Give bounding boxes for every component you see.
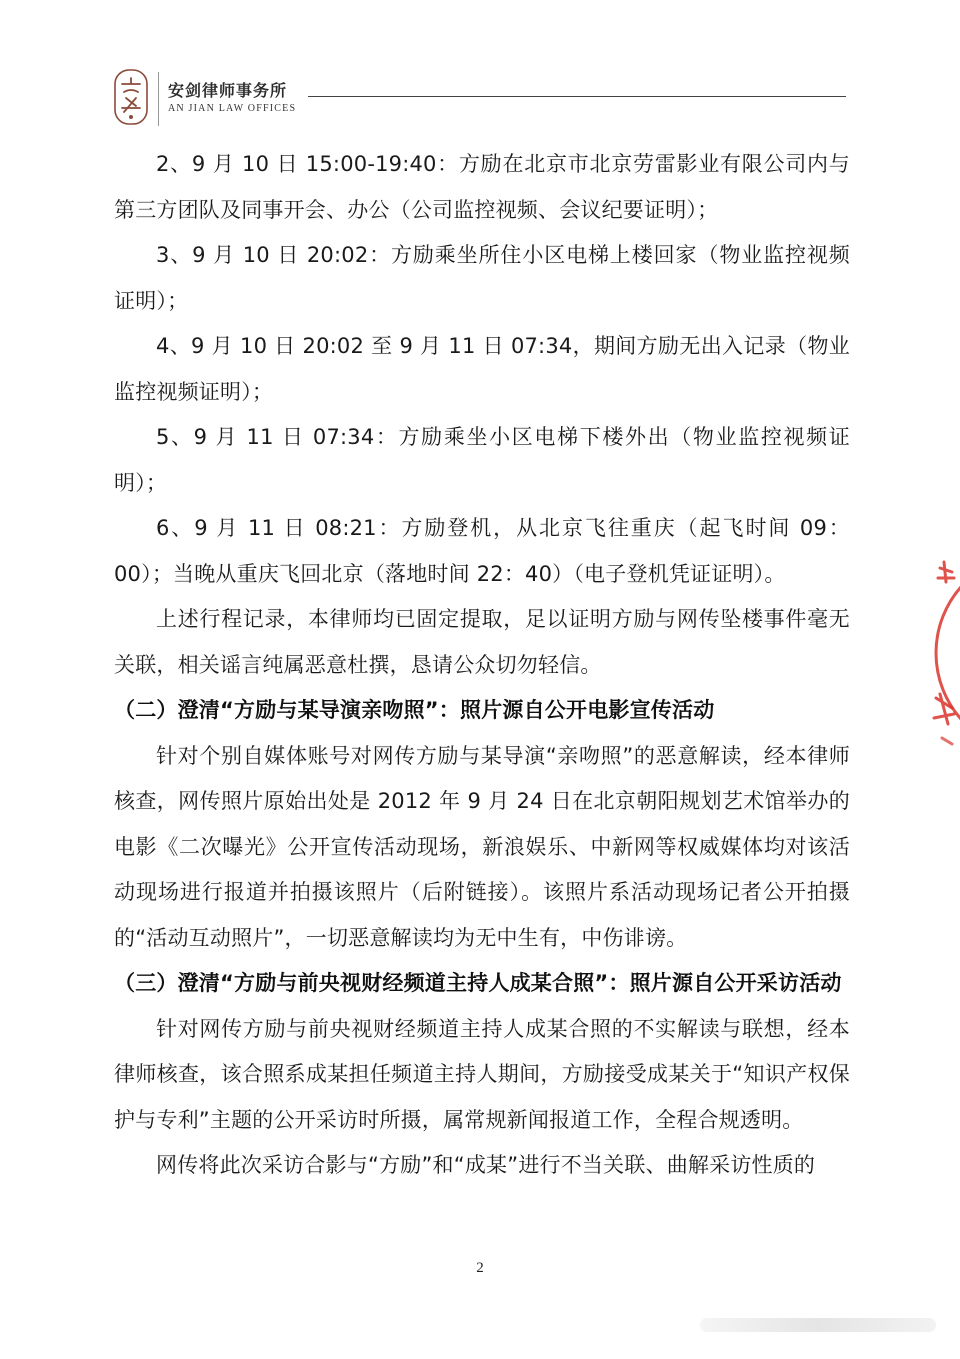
firm-name-chinese: 安剑律师事务所 [168,81,288,100]
firm-seal-logo-icon [112,68,150,126]
itinerary-item-4: 4、9 月 10 日 20:02 至 9 月 11 日 07:34，期间方励无出入记录（物业监控视频证明）； [114,334,850,404]
itinerary-item-2: 2、9 月 10 日 15:00-19:40：方励在北京市北京劳雷影业有限公司内与第三方团队及同事开会、办公（公司监控视频、会议纪要证明）； [114,152,850,222]
itinerary-item-6: 6、9 月 11 日 08:21：方励登机，从北京飞往重庆（起飞时间 09：00）；当晚从重庆飞回北京（落地时间 22：40）（电子登机凭证证明）。 [114,516,850,586]
section-2-paragraph: 针对个别自媒体账号对网传方励与某导演“亲吻照”的恶意解读，经本律师核查，网传照片原始出处是 2012 年 9 月 24 日在北京朝阳规划艺术馆举办的电影《二次曝光》公开宣传活动现场，新浪娱乐、中新网等权威媒体均对该活动现场进行报道并拍摄该照片（后附链接）。该照片系活动现场记者公开拍摄的“活动互动照片”，一切恶意解读均为无中生有，中伤诽谤。 [114,743,850,950]
section-heading-2: （二）澄清“方励与某导演亲吻照”：照片源自公开电影宣传活动 [114,698,715,722]
header-divider-vertical [158,72,159,126]
page-number: 2 [476,1260,484,1276]
itinerary-item-3: 3、9 月 10 日 20:02：方励乘坐所住小区电梯上楼回家（物业监控视频证明）； [114,243,850,313]
itinerary-item-5: 5、9 月 11 日 07:34：方励乘坐小区电梯下楼外出（物业监控视频证明）； [114,425,850,495]
section-3-paragraph: 针对网传方励与前央视财经频道主持人成某合照的不实解读与联想，经本律师核查，该合照系成某担任频道主持人期间，方励接受成某关于“知识产权保护与专利”主题的公开采访时所摄，属常规新闻报道工作，全程合规透明。 [114,1016,850,1132]
section-heading-3: （三）澄清“方励与前央视财经频道主持人成某合照”：照片源自公开采访活动 [114,971,842,995]
seal-stamp-icon [918,548,960,758]
document-body [114,142,850,1189]
watermark [700,1318,936,1332]
letterhead [112,64,852,130]
itinerary-summary: 上述行程记录，本律师均已固定提取，足以证明方励与网传坠楼事件毫无关联，相关谣言纯属恶意杜撰，恳请公众切勿轻信。 [114,607,850,677]
red-seal-fragment [918,548,960,758]
section-3-continued: 网传将此次采访合影与“方励”和“成某”进行不当关联、曲解采访性质的 [156,1153,816,1177]
firm-name-english: AN JIAN LAW OFFICES [168,103,297,114]
header-rule [308,96,846,97]
firm-logo [112,68,150,126]
